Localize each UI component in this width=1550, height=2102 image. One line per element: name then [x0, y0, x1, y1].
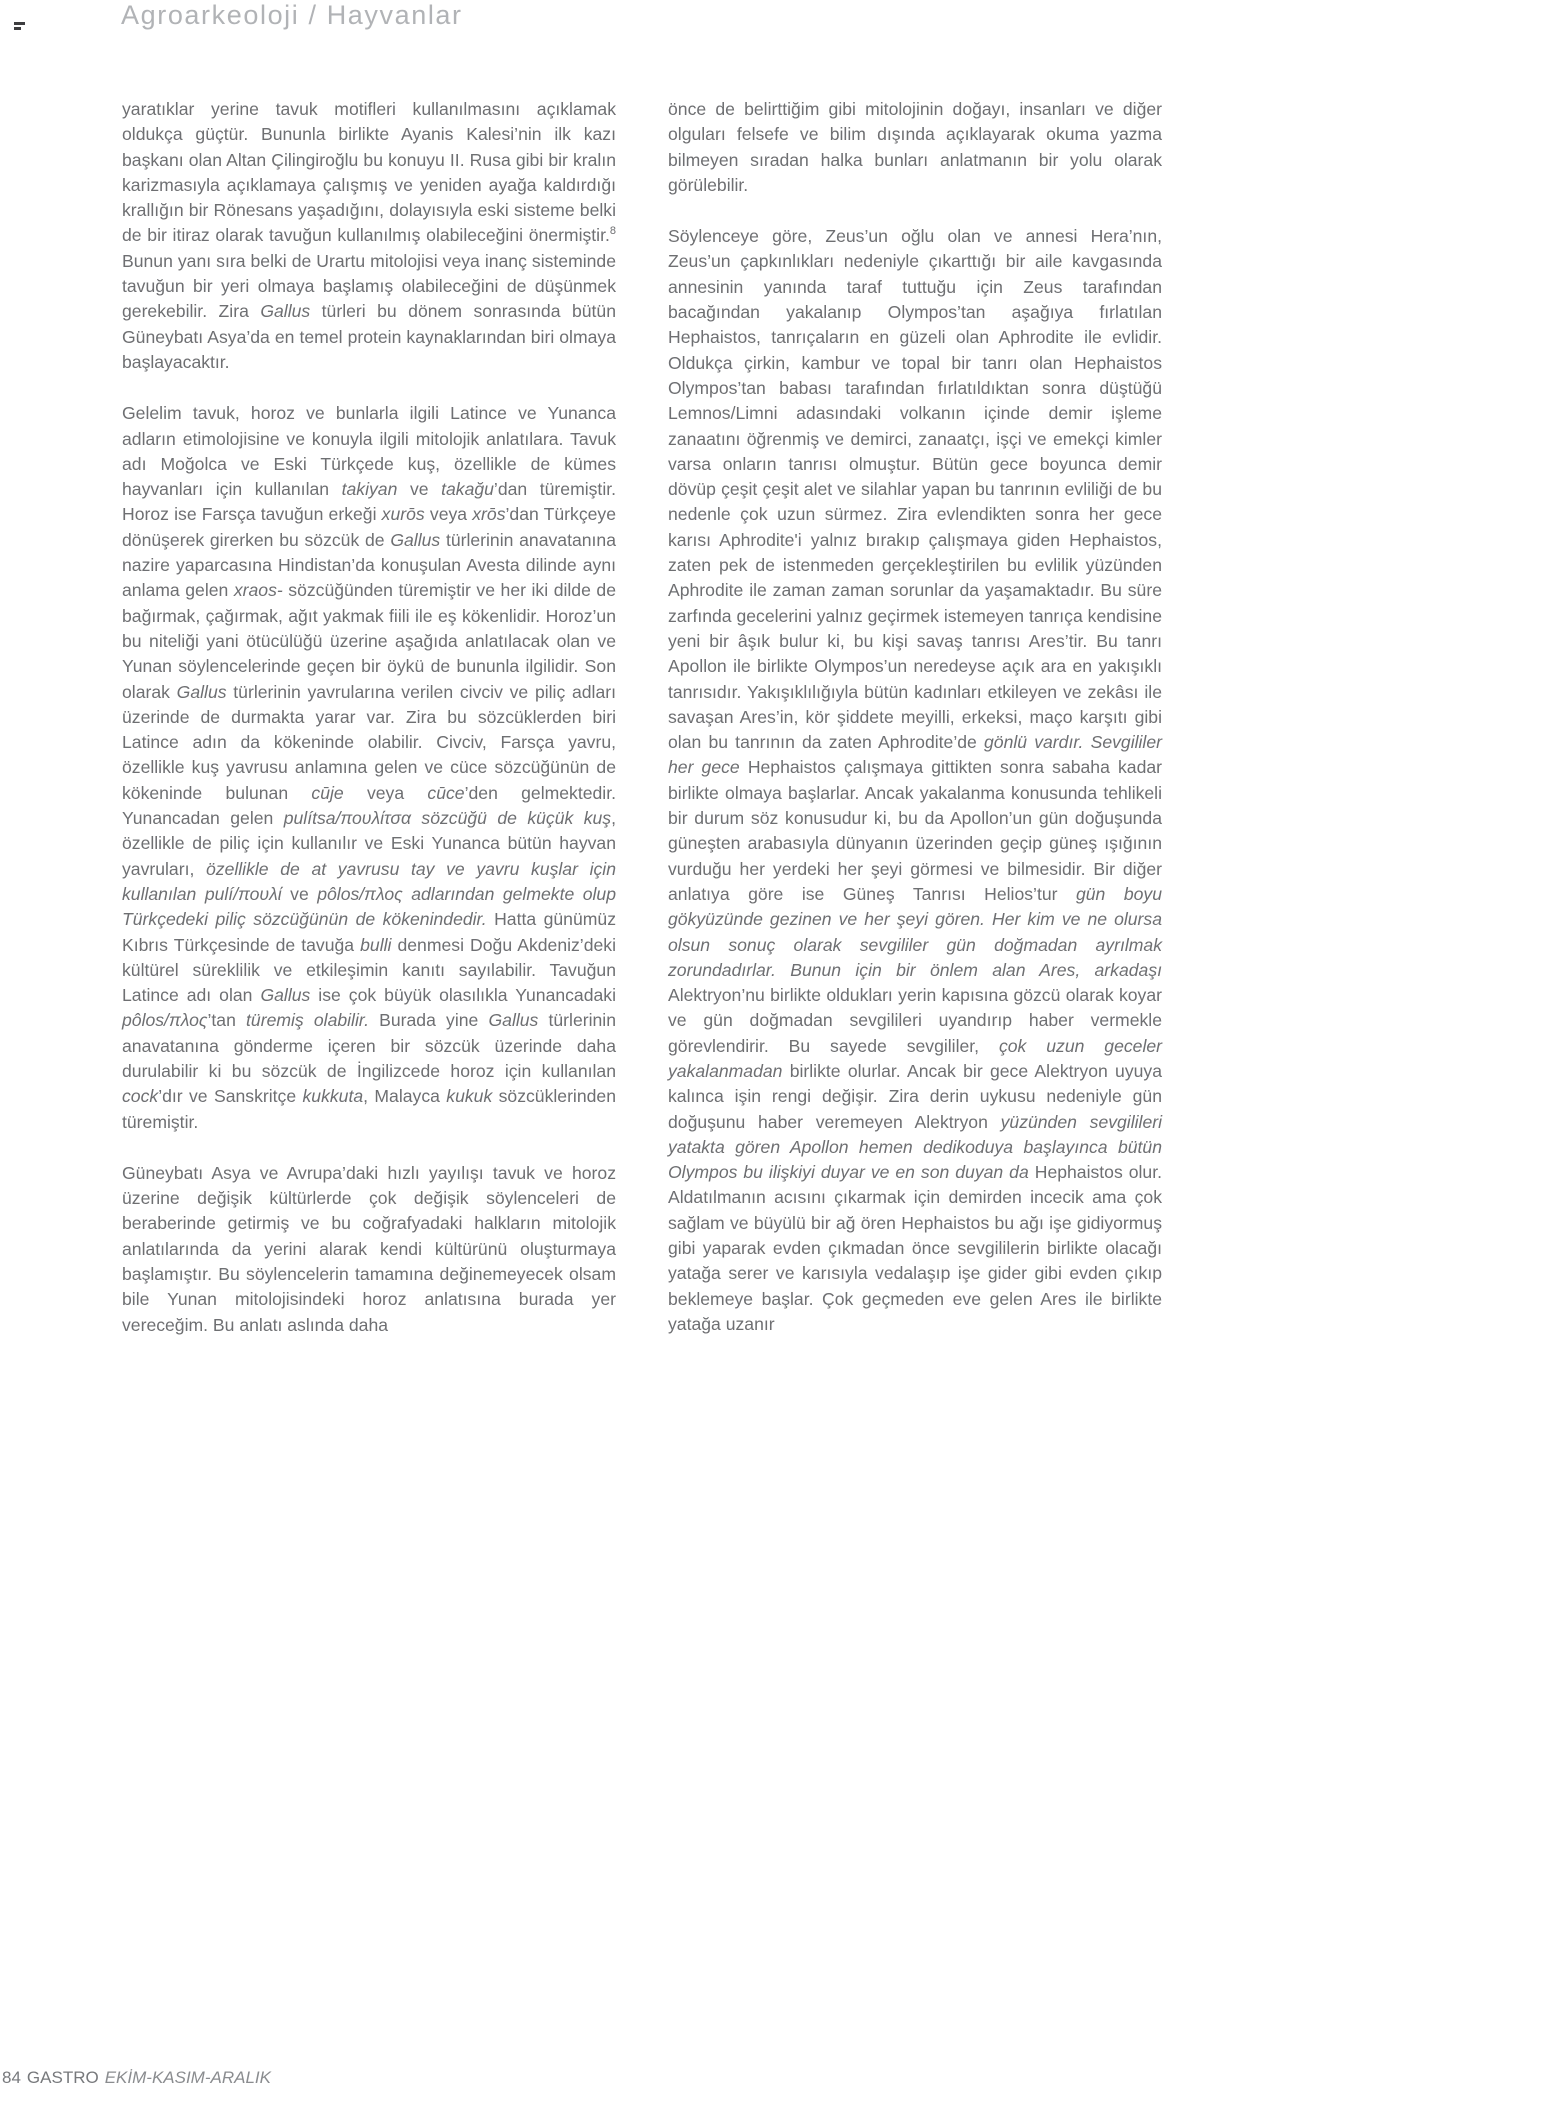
- body-text: veya: [424, 504, 473, 525]
- body-text: ’tan: [207, 1010, 247, 1031]
- emphasis-text: cock: [122, 1086, 159, 1107]
- paragraph: [122, 1161, 616, 1338]
- emphasis-text: türemiş olabilir.: [246, 1010, 369, 1031]
- body-text: Alektryon’nu birlikte oldukları yerin kapısına gözcü olarak koyar ve gün doğmadan sevgilileri uyandırıp haber vermekle görevlendirir. Bu sayede sevgililer,: [668, 985, 1162, 1056]
- body-text: birlikte olurlar. Ancak bir gece Alektryon uyuya kalınca işin rengi değişir. Zira derin uykusu nedeniyle gün doğuşunu haber veremeyen Alektryon: [668, 1060, 1162, 1132]
- emphasis-text: takağu: [441, 479, 494, 500]
- paragraph: [122, 97, 616, 375]
- emphasis-text: kukkuta: [302, 1086, 364, 1107]
- body-text: ise çok büyük olasılıkla Yunancadaki: [310, 985, 616, 1006]
- emphasis-text: kukuk: [446, 1086, 493, 1107]
- paragraph: [122, 401, 616, 1135]
- emphasis-text: Gallus: [176, 681, 227, 702]
- page-header-title: Agroarkeoloji / Hayvanlar: [121, 0, 463, 30]
- body-text: ’den gelmektedir. Yunancadan gelen: [122, 782, 616, 829]
- emphasis-text: pulítsa/πουλίτσα sözcüğü de küçük kuş: [283, 808, 612, 829]
- emphasis-text: Gallus: [488, 1010, 539, 1031]
- footnote-ref: 8: [609, 225, 616, 238]
- emphasis-text: Gallus: [260, 301, 311, 322]
- page-footer: [2, 2068, 271, 2088]
- body-text: ’dan türemiştir. Horoz ise Farsça tavuğun erkeği: [122, 479, 617, 525]
- emphasis-text: Gallus: [260, 985, 311, 1006]
- page-number: 84: [2, 2068, 21, 2087]
- magazine-name: GASTRO: [26, 2068, 99, 2087]
- emphasis-text: çok uzun geceler yakalanmadan: [668, 1035, 1162, 1081]
- issue-label: EKİM-KASIM-ARALIK: [104, 2068, 271, 2087]
- right-column: [668, 97, 1162, 1338]
- paragraph: [668, 224, 1162, 1337]
- body-text: sözcüklerinden türemiştir.: [122, 1086, 616, 1132]
- emphasis-text: takiyan: [341, 479, 398, 500]
- body-text: Bunun yanı sıra belki de Urartu mitolojisi veya inanç sisteminde tavuğun bir yeri olmaya başlamış olabileceğini de düşünmek gerekebilir. Zira: [122, 250, 616, 322]
- body-text: Hephaistos olur. Aldatılmanın acısını çıkarmak için demirden incecik ama çok sağlam ve büyülü bir ağ ören Hephaistos bu ağı işe gidiyormuş gibi yaparak evden çıkmadan önce sevgililerin birlikte olacağı yatağa serer ve karısıyla vedalaşıp işe gider gibi evden çıkıp beklemeye başlar. Çok geçmeden eve gelen Ares ile birlikte yatağa uzanır: [668, 1162, 1162, 1334]
- paragraph: [668, 97, 1162, 198]
- body-text: ve: [281, 883, 318, 904]
- body-text: , Malayca: [363, 1086, 447, 1107]
- body-text: Güneybatı Asya ve Avrupa’daki hızlı yayılışı tavuk ve horoz üzerine değişik kültürlerde çok değişik söylenceleri de beraberinde getirmiş ve bu coğrafyadaki halkların mitolojik anlatılarında da yerini alarak kendi kültürünü oluşturmaya başlamıştır. Bu söylencelerin tamamına değinemeyecek olsam bile Yunan mitolojisindeki horoz anlatısına burada yer vereceğim. Bu anlatı aslında daha: [122, 1162, 616, 1335]
- body-text: Gelelim tavuk, horoz ve bunlarla ilgili Latince ve Yunanca adların etimolojisine ve konuyla ilgili mitolojik anlatılara. Tavuk adı Moğolca ve Eski Türkçede kuş, özellikle de kümes hayvanları için kullanılan: [122, 403, 616, 500]
- body-text: Söylenceye göre, Zeus’un oğlu olan ve annesi Hera’nın, Zeus’un çapkınlıkları nedeniyle çıkarttığı bir aile kavgasında annesinin yanında taraf tuttuğu için Zeus tarafından bacağından yakalanıp Olympos’tan aşağıya fırlatılan Hephaistos, tanrıçaların en güzeli olan Aphrodite ile evlidir. Oldukça çirkin, kambur ve topal bir tanrı olan Hephaistos Olympos’tan babası tarafından fırlatıldıktan sonra düştüğü Lemnos/Limni adasındaki volkanın içinde demir işleme zanaatını öğrenmiş ve demirci, zanaatçı, işçi ve emekçi kimler varsa onların tanrısı olmuştur. Bütün gece boyunca demir dövüp çeşit çeşit alet ve silahlar yapan bu tanrının evliliği de bu nedenle çok uzun sürmez. Zira evlendikten sonra her gece karısı Aphrodite'i yalnız bırakıp çalışmaya giden Hephaistos, zaten pek de istenmeden gerçekleştirilen bu evlilik yüzünden Aphrodite ile zaman zaman sorunlar da yaşamaktadır. Bu süre zarfında gecelerini yalnız geçirmek istemeyen tanrıça kendisine yeni bir âşık bulur ki, bu kişi savaş tanrısı Ares’tir. Bu tanrı Apollon ile birlikte Olympos’un neredeyse açık ara en yakışıklı tanrısıdır. Yakışıklılığıyla bütün kadınları etkileyen ve zekâsı ile savaşan Ares’in, kör şiddete meyilli, erkeksi, maço karşıtı gibi olan bu tanrının da zaten Aphrodite’de: [668, 226, 1162, 753]
- body-text: Hephaistos çalışmaya gittikten sonra sabaha kadar birlikte olmaya başlarlar. Ancak yakalanma konusunda tehlikeli bir durum söz konusudur ki, bu da Apollon’un gün doğuşunda güneşten arabasıyla dünyanın üzerinden geçip güneş ışığının vurduğu her yerdeki her şeyi görmesi ve bilmesidir. Bir diğer anlatıya göre ise Güneş Tanrısı Helios’tur: [668, 757, 1163, 904]
- body-text: türlerinin anavatanına nazire yaparcasına Hindistan’da konuşulan Avesta dilinde aynı anlama gelen: [122, 529, 617, 601]
- body-text: ’dan Türkçeye dönüşerek girerken bu sözcük de: [122, 504, 616, 550]
- emphasis-text: cūje: [311, 782, 344, 803]
- body-text: Burada yine: [368, 1010, 489, 1031]
- emphasis-text: xurōs: [381, 504, 425, 525]
- body-text: sözcüğünden türemiştir ve her iki dilde de bağırmak, çağırmak, ağıt yakmak fiili ile eş kökenlidir. Horoz’un bu niteliği yani ötücülüğü üzerine aşağıda anlatılacak olan ve Yunan söylencelerinde geçen bir öykü de bununla ilgilidir. Son olarak: [122, 580, 616, 702]
- body-text: Hatta günümüz Kıbrıs Türkçesinde de tavuğa: [122, 909, 616, 955]
- body-text: türleri bu dönem sonrasında bütün Güneybatı Asya’da en temel protein kaynaklarından biri olmaya başlayacaktır.: [122, 301, 616, 372]
- body-text: veya: [343, 782, 428, 803]
- emphasis-text: gün boyu gökyüzünde gezinen ve her şeyi gören. Her kim ve ne olursa olsun sonuç olarak sevgililer gün doğmadan ayrılmak zorundadırlar. Bunun için bir önlem alan Ares, arkadaşı: [668, 883, 1162, 980]
- left-column: [122, 97, 616, 1338]
- emphasis-text: pôlos/πλος adlarından gelmekte olup Türkçedeki piliç sözcüğünün de kökenindedir.: [122, 883, 617, 930]
- body-text: , özellikle de piliç için kullanılır ve Eski Yunanca bütün hayvan yavruları,: [122, 808, 616, 879]
- text-columns: [122, 97, 1162, 1338]
- emphasis-text: xraos-: [233, 580, 283, 601]
- emphasis-text: Gallus: [390, 529, 441, 550]
- emphasis-text: yüzünden sevgilileri yatakta gören Apollon hemen dedikoduya başlayınca bütün Olympos bu ilişkiyi duyar ve en son duyan da: [668, 1111, 1162, 1183]
- emphasis-text: bulli: [360, 934, 392, 955]
- body-text: yaratıklar yerine tavuk motifleri kullanılmasını açıklamak oldukça güçtür. Bununla birlikte Ayanis Kalesi’nin ilk kazı başkanı olan Altan Çilingiroğlu bu konuyu II. Rusa gibi bir kralın karizmasıyla açıklamaya çalışmış ve yeniden ayağa kaldırdığı krallığın bir Rönesans yaşadığını, dolayısıyla eski sisteme belki de bir itiraz olarak tavuğun kullanılmış olabileceğini önermiştir.: [122, 99, 616, 246]
- emphasis-text: gönlü vardır. Sevgililer her gece: [668, 732, 1162, 778]
- body-text: ’dır ve Sanskritçe: [158, 1086, 303, 1107]
- emphasis-text: xrōs: [472, 504, 506, 525]
- body-text: denmesi Doğu Akdeniz’deki kültürel süreklilik ve etkileşimin kanıtı sayılabilir. Tavuğun Latince adı olan: [122, 934, 616, 1006]
- body-text: önce de belirttiğim gibi mitolojinin doğayı, insanları ve diğer olguları felsefe ve bilim dışında açıklayarak okuma yazma bilmeyen sıradan halka bunları anlatmanın bir yolu olarak görülebilir.: [668, 99, 1162, 195]
- emphasis-text: özellikle de at yavrusu tay ve yavru kuşlar için kullanılan pulí/πουλί: [122, 858, 616, 904]
- body-text: türlerinin yavrularına verilen civciv ve piliç adları üzerinde de durmakta yarar var. Zira bu sözcüklerden biri Latince adın da kökeninde olabilir. Civciv, Farsça yavru, özellikle kuş yavrusu anlamına gelen ve cüce sözcüğünün de kökeninde bulunan: [122, 681, 617, 803]
- body-text: türlerinin anavatanına gönderme içeren bir sözcük üzerinde daha durulabilir ki bu sözcük de İngilizcede horoz için kullanılan: [122, 1010, 616, 1081]
- emphasis-text: cūce: [427, 782, 465, 803]
- body-text: ve: [397, 479, 442, 500]
- emphasis-text: pôlos/πλος: [122, 1010, 208, 1031]
- margin-mark-icon: [14, 22, 25, 30]
